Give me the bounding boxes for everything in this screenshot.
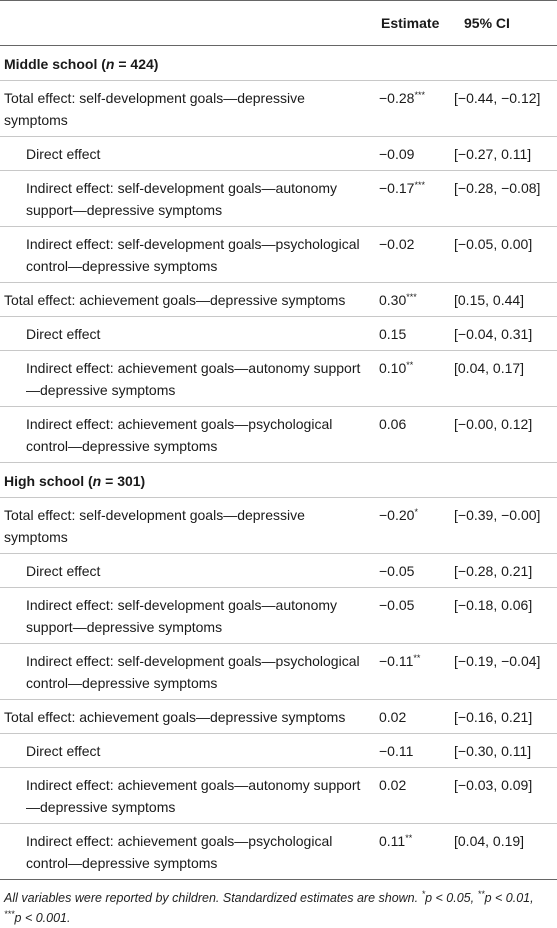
estimate-value: −0.11: [379, 653, 414, 669]
estimate-value: 0.02: [379, 777, 407, 793]
header-blank-cell: [0, 1, 373, 46]
section-header-row: [0, 46, 557, 81]
effect-label: Direct effect: [0, 734, 373, 768]
table-row: [0, 81, 557, 137]
ci-value: [0.04, 0.17]: [450, 351, 557, 407]
effect-label: Indirect effect: achievement goals—psychological control—depressive symptoms: [0, 824, 373, 880]
estimate-value: 0.02: [379, 709, 407, 725]
table-body: [0, 46, 557, 880]
effect-label: Total effect: achievement goals—depressive symptoms: [0, 700, 373, 734]
estimate-value: −0.09: [379, 146, 415, 162]
effect-label: Indirect effect: achievement goals—autonomy support—depressive symptoms: [0, 768, 373, 824]
footnote-sig3-stars: ***: [4, 909, 15, 919]
effect-label: Total effect: self-development goals—depressive symptoms: [0, 498, 373, 554]
ci-value: [−0.28, 0.21]: [450, 554, 557, 588]
estimate-value: −0.05: [379, 597, 415, 613]
section-title-text: High school (: [4, 473, 93, 489]
effect-label: Indirect effect: achievement goals—autonomy support—depressive symptoms: [0, 351, 373, 407]
estimate-cell: [373, 824, 450, 880]
section-title-text: Middle school (: [4, 56, 106, 72]
ci-value: [0.15, 0.44]: [450, 283, 557, 317]
estimate-cell: [373, 700, 450, 734]
section-title: [0, 463, 557, 498]
table-row: [0, 554, 557, 588]
ci-value: [−0.18, 0.06]: [450, 588, 557, 644]
estimate-value: −0.28: [379, 90, 415, 106]
estimate-cell: [373, 171, 450, 227]
effect-label: Direct effect: [0, 554, 373, 588]
table-row: [0, 700, 557, 734]
ci-value: [−0.03, 0.09]: [450, 768, 557, 824]
effect-label: Direct effect: [0, 137, 373, 171]
table-row: [0, 768, 557, 824]
estimate-cell: [373, 734, 450, 768]
estimate-value: −0.05: [379, 563, 415, 579]
ci-value: [−0.16, 0.21]: [450, 700, 557, 734]
table-row: [0, 227, 557, 283]
effect-label: Indirect effect: self-development goals—autonomy support—depressive symptoms: [0, 588, 373, 644]
estimate-cell: [373, 227, 450, 283]
estimate-value: −0.17: [379, 180, 415, 196]
ci-value: [−0.27, 0.11]: [450, 137, 557, 171]
effect-label: Direct effect: [0, 317, 373, 351]
effect-label: Indirect effect: self-development goals—psychological control—depressive symptoms: [0, 227, 373, 283]
ci-value: [−0.19, −0.04]: [450, 644, 557, 700]
section-title: [0, 46, 557, 81]
footnote-sig3-text: p < 0.001.: [14, 911, 71, 925]
estimate-value: −0.02: [379, 236, 415, 252]
estimate-cell: [373, 768, 450, 824]
estimate-cell: [373, 644, 450, 700]
estimate-cell: [373, 283, 450, 317]
table-row: [0, 137, 557, 171]
effect-label: Total effect: achievement goals—depressive symptoms: [0, 283, 373, 317]
section-header-row: [0, 463, 557, 498]
estimate-value: −0.20: [379, 507, 415, 523]
header-row: [0, 1, 557, 46]
estimate-cell: [373, 407, 450, 463]
estimate-value: 0.10: [379, 360, 407, 376]
footnote-sig2-stars: **: [477, 889, 485, 899]
estimate-cell: [373, 554, 450, 588]
effect-label: Indirect effect: self-development goals—autonomy support—depressive symptoms: [0, 171, 373, 227]
estimate-cell: [373, 498, 450, 554]
estimate-cell: [373, 81, 450, 137]
ci-value: [−0.39, −0.00]: [450, 498, 557, 554]
effect-label: Indirect effect: self-development goals—psychological control—depressive symptoms: [0, 644, 373, 700]
table-row: [0, 734, 557, 768]
significance-stars: **: [406, 360, 414, 370]
section-title-n: n: [92, 473, 102, 489]
estimate-cell: [373, 351, 450, 407]
table-row: [0, 283, 557, 317]
effect-label: Total effect: self-development goals—depressive symptoms: [0, 81, 373, 137]
estimate-cell: [373, 317, 450, 351]
effect-label: Indirect effect: achievement goals—psychological control—depressive symptoms: [0, 407, 373, 463]
significance-stars: **: [413, 653, 421, 663]
estimate-value: 0.06: [379, 416, 407, 432]
estimate-value: 0.11: [379, 833, 406, 849]
ci-value: [−0.30, 0.11]: [450, 734, 557, 768]
estimate-value: −0.11: [379, 743, 414, 759]
significance-stars: **: [405, 833, 413, 843]
table-row: [0, 498, 557, 554]
estimate-value: 0.30: [379, 292, 407, 308]
significance-stars: ***: [414, 180, 425, 190]
table-row: [0, 171, 557, 227]
header-ci: 95% CI: [450, 1, 557, 46]
footnote-sig1-stars: *: [421, 889, 426, 899]
table-row: [0, 407, 557, 463]
ci-value: [−0.28, −0.08]: [450, 171, 557, 227]
ci-value: [−0.05, 0.00]: [450, 227, 557, 283]
ci-value: [0.04, 0.19]: [450, 824, 557, 880]
section-title-count: = 301): [101, 473, 146, 489]
header-estimate: Estimate: [373, 1, 450, 46]
table-header: [0, 1, 557, 46]
significance-stars: ***: [406, 292, 417, 302]
table-row: [0, 351, 557, 407]
estimate-cell: [373, 137, 450, 171]
table-row: [0, 644, 557, 700]
section-title-n: n: [105, 56, 115, 72]
footnote-sig1-text: p < 0.05,: [425, 891, 475, 905]
ci-value: [−0.04, 0.31]: [450, 317, 557, 351]
section-title-count: = 424): [114, 56, 159, 72]
ci-value: [−0.00, 0.12]: [450, 407, 557, 463]
table-footnote: [0, 880, 557, 928]
table-row: [0, 588, 557, 644]
table-row: [0, 317, 557, 351]
estimate-value: 0.15: [379, 326, 407, 342]
estimate-cell: [373, 588, 450, 644]
footnote-text: All variables were reported by children. Standardized estimates are shown.: [4, 891, 419, 905]
significance-stars: *: [414, 507, 418, 517]
footnote-sig2-text: p < 0.01,: [484, 891, 534, 905]
significance-stars: ***: [414, 90, 425, 100]
ci-value: [−0.44, −0.12]: [450, 81, 557, 137]
table-row: [0, 824, 557, 880]
